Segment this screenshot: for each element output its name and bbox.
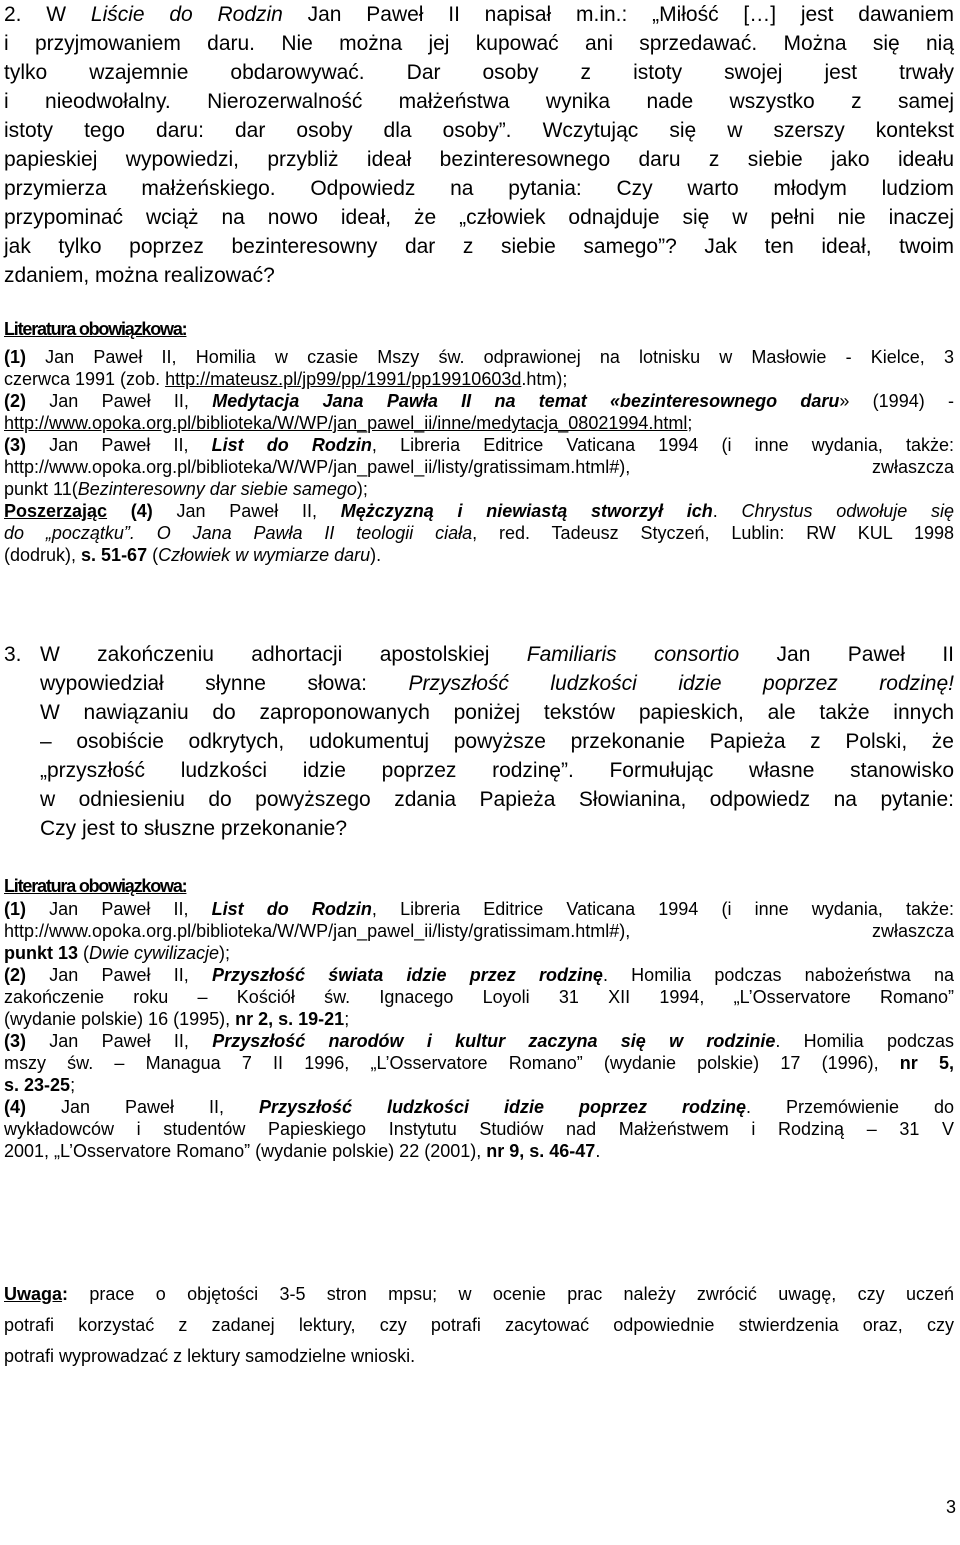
text-line: punkt 11(Bezinteresowny dar siebie samego); — [4, 479, 368, 499]
text-line: punkt 13 (Dwie cywilizacje); — [4, 943, 231, 963]
text-line: (4) Jan Paweł II, Przyszłość ludzkości idzie poprzez rodzinę. Przemówienie do — [4, 1097, 954, 1117]
text-line: (dodruk), s. 51-67 (Człowiek w wymiarze daru). — [4, 545, 382, 565]
text-line: 2. W Liście do Rodzin Jan Paweł II napisał m.in.: „Miłość […] jest dawaniem — [4, 3, 954, 26]
text-line: mszy św. – Managua 7 II 1996, „L’Osservatore Romano” (wydanie polskie) 17 (1996), nr 5, — [4, 1053, 954, 1073]
text-line: zdaniem, można realizować? — [4, 264, 275, 287]
text-line: wypowiedział słynne słowa: Przyszłość ludzkości idzie poprzez rodzinę! — [40, 672, 954, 695]
text-line: do „początku”. O Jana Pawła II teologii ciała, red. Tadeusz Styczeń, Lublin: RW KUL 1998 — [4, 523, 954, 543]
question-3 — [4, 640, 954, 843]
literature-list-2 — [4, 898, 954, 1162]
text-line: istoty tego daru: dar osoby dla osoby”. Wczytując się w szerszy kontekst — [4, 119, 954, 142]
text-line: http://www.opoka.org.pl/biblioteka/W/WP/jan_pawel_ii/listy/gratissimam.html#), zwłaszcza — [4, 921, 954, 941]
text-line: – osobiście odkrytych, udokumentuj powyższe przekonanie Papieża z Polski, że — [40, 730, 954, 753]
question-3-text — [4, 640, 954, 843]
text-line: papieskiej wypowiedzi, przybliż ideał bezinteresownego daru z siebie jako ideału — [4, 148, 954, 171]
text-line: w odniesieniu do powyższego zdania Papieża Słowianina, odpowiedz na pytanie: — [40, 788, 954, 811]
text-line: Poszerzając (4) Jan Paweł II, Mężczyzną i niewiastą stworzył ich. Chrystus odwołuje się — [4, 501, 954, 521]
text-line: i nieodwołalny. Nierozerwalność małżeństwa wynika nade wszystko z samej — [4, 90, 954, 113]
text-line: (2) Jan Paweł II, Medytacja Jana Pawła II na temat «bezinteresownego daru» (1994) - — [4, 391, 954, 411]
literature-list-1 — [4, 346, 954, 566]
text-line: zakończenie roku – Kościół św. Ignacego Loyoli 31 XII 1994, „L’Osservatore Romano” — [4, 987, 954, 1007]
text-line: 2001, „L’Osservatore Romano” (wydanie polskie) 22 (2001), nr 9, s. 46-47. — [4, 1141, 601, 1161]
text-line: (3) Jan Paweł II, Przyszłość narodów i kultur zaczyna się w rodzinie. Homilia podczas — [4, 1031, 954, 1051]
text-line: W zakończeniu adhortacji apostolskiej Familiaris consortio Jan Paweł II — [40, 643, 954, 666]
text-line: http://www.opoka.org.pl/biblioteka/W/WP/jan_pawel_ii/inne/medytacja_08021994.html; — [4, 413, 693, 433]
text-line: (2) Jan Paweł II, Przyszłość świata idzie przez rodzinę. Homilia podczas nabożeństwa na — [4, 965, 954, 985]
text-line: przypominać wciąż na nowo ideał, że „człowiek odnajduje się w pełni nie inaczej — [4, 206, 954, 229]
text-line: wykładowców i studentów Papieskiego Instytutu Studiów nad Małżeństwem i Rodziną – 31 V — [4, 1119, 954, 1139]
text-line: tylko wzajemnie obdarowywać. Dar osoby z istoty swojej jest trwały — [4, 61, 954, 84]
text-line: (1) Jan Paweł II, Homilia w czasie Mszy św. odprawionej na lotnisku w Masłowie - Kielce, 3 — [4, 347, 954, 367]
literature-heading-1: Literatura obowiązkowa: — [4, 319, 187, 339]
text-line: i przyjmowaniem daru. Nie można jej kupować ani sprzedawać. Można się nią — [4, 32, 954, 55]
text-line: (1) Jan Paweł II, List do Rodzin, Libreria Editrice Vaticana 1994 (i inne wydania, także: — [4, 899, 954, 919]
literature-heading-2: Literatura obowiązkowa: — [4, 876, 187, 896]
text-line: czerwca 1991 (zob. http://mateusz.pl/jp99/pp/1991/pp19910603d.htm); — [4, 369, 568, 389]
text-line: potrafi korzystać z zadanej lektury, czy potrafi zacytować odpowiednie stwierdzenia oraz, czy — [4, 1315, 954, 1335]
text-line: jak tylko poprzez bezinteresowny dar z siebie samego”? Jak ten ideał, twoim — [4, 235, 954, 258]
text-line: s. 23-25; — [4, 1075, 76, 1095]
text-line: Czy jest to słuszne przekonanie? — [40, 817, 347, 840]
question-3-number: 3. — [4, 643, 22, 666]
text-line: przymierza małżeńskiego. Odpowiedz na pytania: Czy warto młodym ludziom — [4, 177, 954, 200]
question-2 — [4, 0, 954, 290]
text-line: W nawiązaniu do zaproponowanych poniżej tekstów papieskich, ale także innych — [40, 701, 954, 724]
text-line: (3) Jan Paweł II, List do Rodzin, Libreria Editrice Vaticana 1994 (i inne wydania, także: — [4, 435, 954, 455]
text-line: „przyszłość ludzkości idzie poprzez rodzinę”. Formułując własne stanowisko — [40, 759, 954, 782]
text-line: (wydanie polskie) 16 (1995), nr 2, s. 19-21; — [4, 1009, 350, 1029]
note-paragraph — [4, 1279, 954, 1372]
page-number: 3 — [945, 1497, 956, 1517]
text-line: http://www.opoka.org.pl/biblioteka/W/WP/jan_pawel_ii/listy/gratissimam.html#), zwłaszcza — [4, 457, 954, 477]
text-line: Uwaga: prace o objętości 3-5 stron mpsu; w ocenie prac należy zwrócić uwagę, czy uczeń — [4, 1284, 954, 1304]
text-line: potrafi wyprowadzać z lektury samodzielne wnioski. — [4, 1346, 416, 1366]
